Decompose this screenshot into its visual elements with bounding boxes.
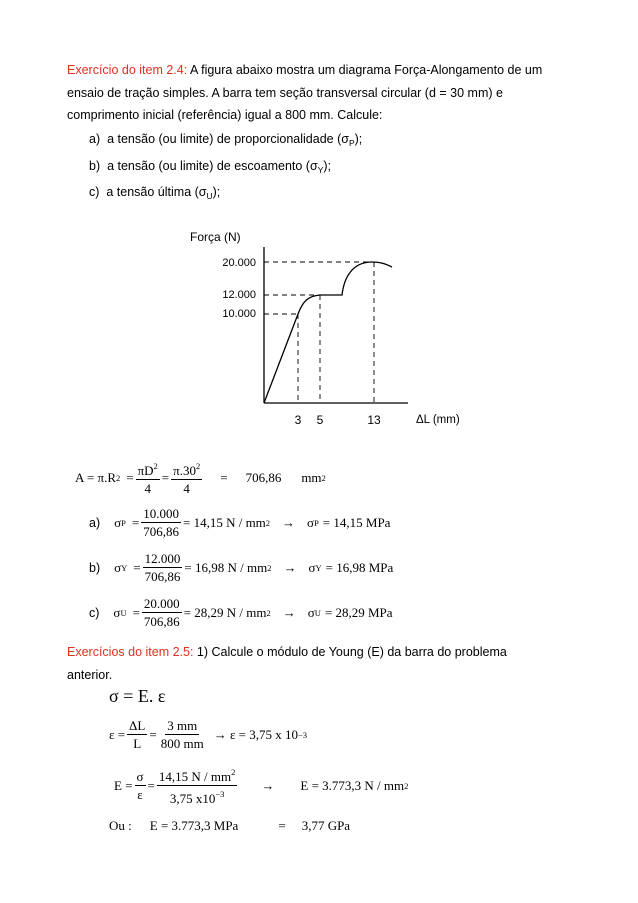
fraction-denominator: ε: [137, 787, 143, 802]
exercise-2-5-text-line-1: 1) Calcule o módulo de Young (E) da barra do problema: [193, 645, 507, 659]
stress-symbol: σ: [113, 604, 121, 620]
strain-fraction-1: [127, 717, 147, 752]
area-lhs: A = π.R: [75, 469, 116, 485]
item-text: a tensão (ou limite) de escoamento (σ: [107, 158, 318, 173]
equals-sign: =: [278, 818, 286, 833]
stress-symbol: σ: [114, 514, 122, 530]
numerator-exponent: 2: [195, 461, 201, 471]
exercise-2-5-text-line-2: anterior.: [67, 667, 113, 682]
stress-value: 16,98 N / mm: [194, 559, 268, 575]
arrow-icon: →: [282, 514, 296, 530]
stress-subscript: Y: [315, 562, 322, 573]
arrow-icon: →: [261, 777, 275, 793]
fraction-numerator: ΔL: [129, 718, 146, 733]
x-tick-label: 13: [367, 413, 381, 427]
fraction-numerator: π.30: [173, 463, 196, 478]
stress-label: c): [89, 605, 100, 620]
stress-subscript: U: [314, 607, 321, 618]
stress-subscript: P: [121, 517, 126, 528]
item-subscript: Y: [317, 164, 324, 175]
fraction-denominator: 3,75 x10: [169, 791, 216, 806]
exercise-2-5-heading: Exercícios do item 2.5:: [67, 645, 194, 659]
exercise-2-4-intro-line-2: ensaio de tração simples. A barra tem seção transversal circular (d = 30 mm) e: [67, 85, 503, 100]
y-tick-label: 10.000: [222, 308, 256, 320]
fraction-numerator: 3 mm: [167, 718, 198, 733]
hooke-law: σ = E. ε: [109, 686, 166, 706]
modulus-result: E = 3.773,3 N / mm: [300, 777, 405, 793]
arrow-icon: →: [283, 559, 297, 575]
area-fraction-2: [171, 458, 202, 497]
stress-subscript: U: [120, 607, 127, 618]
item-tail: );: [212, 185, 221, 199]
stress-fraction: [142, 595, 182, 630]
stress-result: 16,98 MPa: [336, 559, 394, 575]
modulus-fraction-2: [157, 764, 237, 807]
strain-result-exponent: −3: [297, 729, 308, 740]
numerator-exponent: 2: [153, 461, 158, 471]
stress-symbol: σ: [307, 604, 315, 620]
y-axis-title: Força (N): [190, 230, 241, 244]
stress-subscript: Y: [121, 562, 128, 573]
dashed-guides: [264, 262, 374, 403]
item-subscript: U: [206, 191, 213, 201]
fraction-numerator: 10.000: [143, 506, 179, 521]
stress-value: 14,15 N / mm: [193, 514, 266, 530]
fraction-numerator: 20.000: [143, 596, 180, 611]
stress-subscript: P: [314, 517, 319, 528]
stress-symbol: σ: [114, 559, 122, 575]
exercise-2-4-intro-line-3: comprimento inicial (referência) igual a 800 mm. Calcule:: [67, 108, 383, 122]
stress-label: b): [89, 560, 101, 575]
fraction-denominator: 706,86: [143, 524, 179, 539]
item-letter: a): [89, 132, 101, 146]
stress-fraction: [143, 550, 183, 585]
exercise-2-4-intro-line-1: A figura abaixo mostra um diagrama Força-Alongamento de um: [187, 63, 543, 77]
arrow-icon: →: [282, 604, 296, 620]
stress-value: 28,29 N / mm: [194, 604, 267, 620]
x-axis-title: ΔL (mm): [416, 414, 460, 426]
equals-sign: =: [220, 469, 228, 485]
area-result: 706,86: [245, 469, 282, 485]
area-fraction-1: [136, 458, 160, 497]
area-unit: mm: [301, 469, 322, 485]
strain-result: → ε = 3,75 x 10: [213, 726, 298, 742]
stress-fraction: [141, 505, 181, 540]
numerator-exponent: 2: [231, 767, 236, 777]
stress-symbol: σ: [307, 514, 315, 530]
modulus-gpa: 3,77 GPa: [301, 818, 351, 833]
item-tail: );: [323, 158, 331, 173]
force-curve: [264, 262, 392, 403]
modulus-lhs: E =: [114, 777, 133, 793]
fraction-denominator: 4: [183, 481, 190, 496]
y-tick-label: 12.000: [222, 289, 256, 301]
item-text: a tensão última (σ: [106, 185, 207, 199]
denominator-exponent: −3: [215, 789, 225, 799]
fraction-denominator: 706,86: [144, 569, 181, 584]
fraction-numerator: πD: [137, 463, 154, 478]
stress-symbol: σ: [308, 559, 316, 575]
strain-fraction-2: [159, 717, 206, 752]
alt-label: Ou :: [109, 818, 132, 833]
strain-lhs: ε =: [109, 726, 126, 742]
stress-calc-c: c) σ U = $\frac{20.000}{706,86}$ = 28,29 N / mm 2 → σ U = 28,29 MPa: [89, 596, 393, 629]
stress-value-exponent: 2: [267, 562, 272, 573]
area-equation: [75, 458, 326, 497]
stress-value-exponent: 2: [266, 607, 271, 618]
area-unit-exponent: 2: [321, 472, 326, 483]
fraction-numerator: 14,15 N / mm: [158, 769, 232, 784]
fraction-denominator: 4: [144, 481, 151, 496]
fraction-denominator: 800 mm: [160, 736, 204, 751]
equals-sign: =: [126, 469, 134, 485]
exercise-2-5-statement: [67, 641, 580, 686]
x-tick-label: 3: [294, 413, 302, 427]
fraction-denominator: 706,86: [143, 614, 180, 629]
item-tail: );: [354, 132, 363, 146]
strain-equation: ε = $\frac{\Delta L}{L}$ = $\frac{3 mm}{800 mm}$ → ε = 3,75 x 10 −3: [109, 718, 308, 751]
item-letter: c): [89, 185, 100, 199]
fraction-numerator: σ: [136, 769, 144, 784]
fraction-numerator: 12.000: [144, 551, 181, 566]
force-elongation-diagram: [0, 0, 638, 440]
stress-value-exponent: 2: [265, 517, 271, 528]
x-tick-label: 5: [316, 413, 324, 427]
stress-calc-a: a) σ P = $\frac{10.000}{706,86}$ = 14,15 N / mm 2 → σ P = 14,15 MPa: [89, 506, 391, 539]
modulus-equation: E = $\frac{\sigma}{\varepsilon}$ = $\frac{14,15 N / mm^2}{3,75 x10^{-3}}$ → E = 3.773,3 N / mm 2: [114, 764, 408, 807]
stress-calc-b: b) σ Y = $\frac{12.000}{706,86}$ = 16,98 N / mm 2 → σ Y = 16,98 MPa: [89, 551, 394, 584]
stress-result: 28,29 MPa: [335, 604, 393, 620]
equals-sign: =: [161, 469, 170, 485]
modulus-result-exponent: 2: [404, 780, 409, 791]
fraction-denominator: L: [133, 736, 142, 751]
modulus-fraction-1: [135, 768, 146, 803]
area-lhs-exponent: 2: [116, 472, 121, 483]
stress-result: 14,15 MPa: [333, 514, 391, 530]
modulus-alternative: [109, 818, 350, 834]
item-subscript: P: [348, 138, 355, 148]
y-tick-label: 20.000: [222, 257, 256, 269]
item-text: a tensão (ou limite) de proporcionalidade (σ: [107, 132, 349, 146]
modulus-mpa: E = 3.773,3 MPa: [149, 818, 239, 833]
exercise-2-4-heading: Exercício do item 2.4:: [67, 63, 188, 77]
stress-label: a): [89, 515, 101, 530]
item-letter: b): [89, 158, 101, 173]
